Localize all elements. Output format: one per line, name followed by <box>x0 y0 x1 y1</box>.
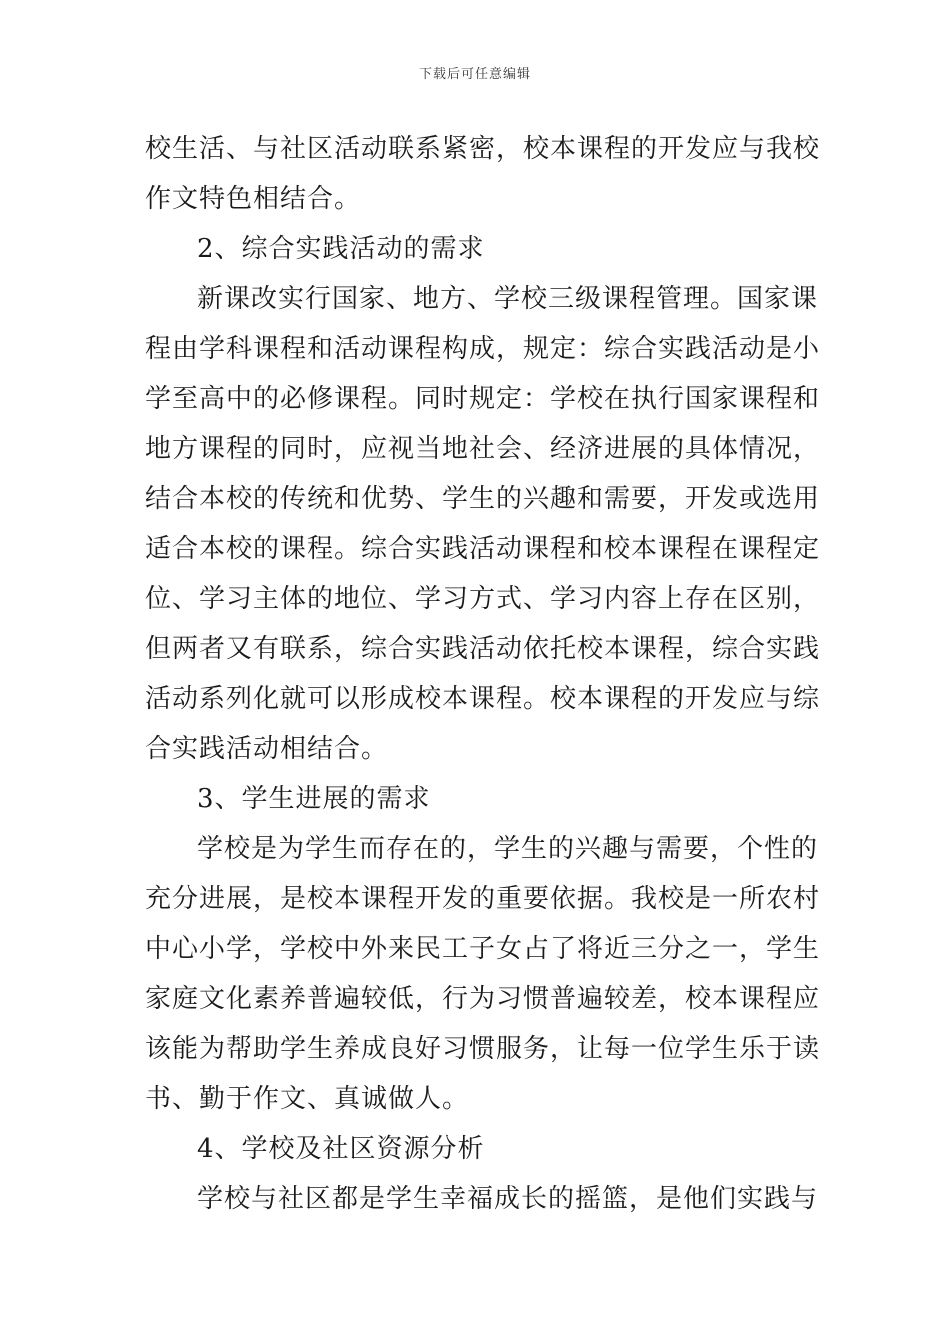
text-line: 书、勤于作文、真诚做人。 <box>145 1084 470 1114</box>
text-line: 结合本校的传统和优势、学生的兴趣和需要，开发或选用 <box>145 484 821 514</box>
text-line: 该能为帮助学生养成良好习惯服务，让每一位学生乐于读 <box>145 1034 821 1064</box>
text-line: 学校是为学生而存在的，学生的兴趣与需要，个性的 <box>197 834 819 864</box>
document-body <box>145 124 821 1224</box>
text-line: 作文特色相结合。 <box>145 184 362 214</box>
text-line: 合实践活动相结合。 <box>145 734 389 764</box>
text-line: 活动系列化就可以形成校本课程。校本课程的开发应与综 <box>145 684 821 714</box>
text-line: 充分进展，是校本课程开发的重要依据。我校是一所农村 <box>145 884 821 914</box>
text-line: 家庭文化素养普遍较低，行为习惯普遍较差，校本课程应 <box>145 984 821 1014</box>
text-line: 4、学校及社区资源分析 <box>197 1134 485 1164</box>
text-line: 地方课程的同时，应视当地社会、经济进展的具体情况， <box>145 434 821 464</box>
text-line: 程由学科课程和活动课程构成，规定：综合实践活动是小 <box>145 334 821 364</box>
text-line: 位、学习主体的地位、学习方式、学习内容上存在区别， <box>145 584 821 614</box>
text-line: 适合本校的课程。综合实践活动课程和校本课程在课程定 <box>145 534 821 564</box>
text-line: 2、综合实践活动的需求 <box>197 234 485 264</box>
text-line: 学校与社区都是学生幸福成长的摇篮，是他们实践与 <box>197 1184 819 1214</box>
text-line: 学至高中的必修课程。同时规定：学校在执行国家课程和 <box>145 384 821 414</box>
text-line: 新课改实行国家、地方、学校三级课程管理。国家课 <box>197 284 819 314</box>
text-line: 中心小学，学校中外来民工子女占了将近三分之一，学生 <box>145 934 821 964</box>
text-line: 校生活、与社区活动联系紧密，校本课程的开发应与我校 <box>145 134 821 164</box>
text-line: 3、学生进展的需求 <box>197 784 431 814</box>
page-header: 下载后可任意编辑 <box>418 67 531 82</box>
text-line: 但两者又有联系，综合实践活动依托校本课程，综合实践 <box>145 634 821 664</box>
